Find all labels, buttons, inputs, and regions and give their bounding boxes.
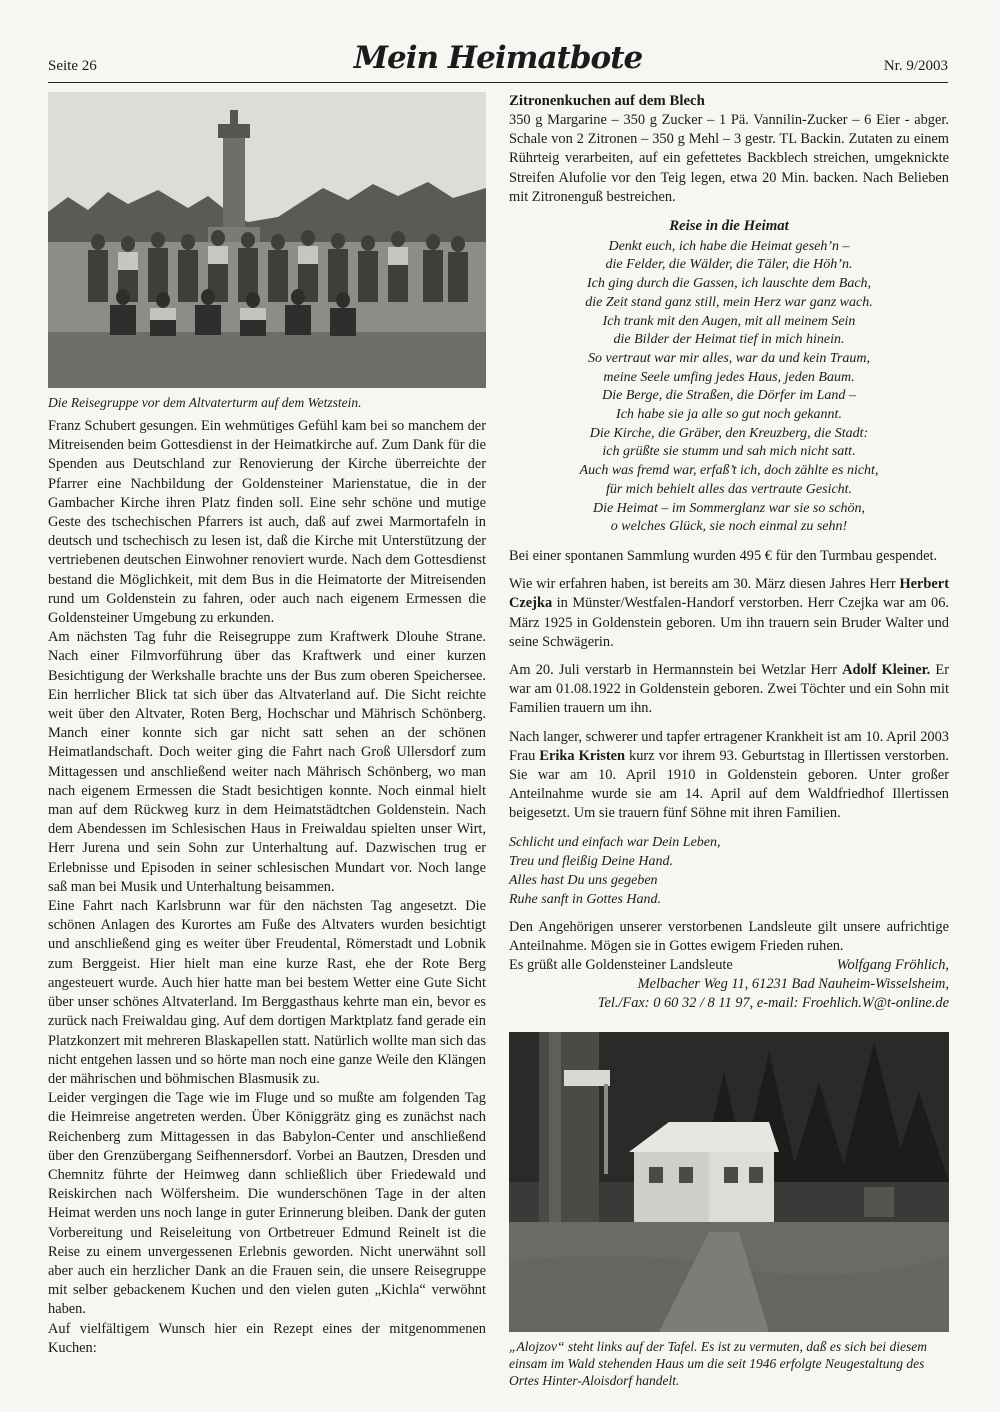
obituary-kristen [509,728,949,824]
obituary-name: Herbert Czejka [509,576,949,612]
poem-line: Ich trank mit den Augen, mit all meinem Sein [602,313,856,329]
obituary-text: Er war am 01.08.1922 in Goldenstein geboren. Zwei Töchter und ein Sohn mit Familien trauern um ihn. [509,661,949,717]
poem-line: Die Kirche, die Gräber, den Kreuzberg, die Stadt: [589,425,869,441]
group-photo-caption: Die Reisegruppe vor dem Altvaterturm auf dem Wetzstein. [48,395,362,410]
poem-line: Ich ging durch die Gassen, ich lauschte dem Bach, [586,276,872,292]
closing-text: Den Angehörigen unserer verstorbenen Landsleute gilt unsere aufrichtige Anteilnahme. Mögen sie in Gottes ewigem Frieden ruhen. [509,918,949,954]
signature-contact: Tel./Fax: 0 60 32 / 8 11 97, e-mail: Froehlich.W@t-online.de [597,995,949,1012]
obituary-czejka [509,575,949,652]
verse-line: Ruhe sanft in Gottes Hand. [509,891,662,907]
left-column [48,92,486,1358]
recipe-title: Zitronenkuchen auf dem Blech [509,93,705,109]
recipe-text: 350 g Margarine – 350 g Zucker – 1 Pä. Vannilin-Zucker – 6 Eier - abger. Schale von 2 Zitronen – 350 g Mehl – 3 gestr. TL Backin. Zutaten zu einem Rührteig verarbeiten, auf ein gefettetes Backblech streichen, umgeknickte Streifen Alufolie vor den Teig legen, etwa 20 Min. backen. Nach Belieben mit Zitronenguß bestreichen. [509,112,949,205]
paragraph: Auf vielfältigem Wunsch hier ein Rezept eines der mitgenommenen Kuchen: [48,1320,486,1356]
memorial-verse [509,833,949,909]
closing-greeting: Es grüßt alle Goldensteiner Landsleute [509,957,733,974]
issue-number: Nr. 9/2003 [883,58,948,74]
obituary-kleiner [509,661,949,719]
travel-report [48,417,486,1358]
verse-line: Treu und fleißig Deine Hand. [509,853,673,869]
poem-line: die Zeit stand ganz still, mein Herz war ganz wach. [585,294,873,310]
poem-line: Auch was fremd war, erfaß’t ich, doch zählte es nicht, [579,463,879,479]
poem [509,217,949,537]
verse-line: Schlicht und einfach war Dein Leben, [509,834,721,850]
obituary-text: kurz vor ihrem 93. Geburtstag in Illertissen verstorben. Sie war am 10. April 1910 in Goldenstein geboren. Unter großer Anteilnahme wurde sie am 14. April auf dem Waldfriedhof Illertissen beigesetzt. Um sie trauern fünf Söhne mit ihren Familien. [509,747,949,822]
house-photo [509,1032,949,1332]
collection-notice: Bei einer spontanen Sammlung wurden 495 € für den Turmbau gespendet. [509,547,938,564]
paragraph: Franz Schubert gesungen. Ein wehmütiges Gefühl kam bei so manchem der Mitreisenden beim Gottesdienst in der Heimatkirche auf. Zum Dank für die Spenden aus Deutschland zur Renovierung der Kirche überreichte der Pfarrer eine Nachbildung der Goldensteiner Marienstatue, die in der Gambacher Kirche ihren Platz finden soll. Eine sehr schöne und mutige Geste des tschechischen Pfarrers ist auch, daß auf zwei Marmortafeln in deutsch und tschechisch zu lesen ist, daß die Kirche mit Unterstützung der vertriebenen deutschen Einwohner renoviert wurde. Nach dem Gottesdienst bestand die Möglichkeit, mit dem Bus in die Heimatorte der Mitreisenden rund um Goldenstein zu fahren, oder auch nach eigenem Ermessen die Goldensteiner Umgebung zu erkunden. [48,418,486,627]
poem-line: die Bilder der Heimat tief in mich hinein. [613,332,845,348]
obituary-text: Wie wir erfahren haben, ist bereits am 30. März diesen Jahres Herr [509,576,900,593]
poem-line: ich grüßte sie stumm und sah mich nicht satt. [602,444,856,460]
verse-line: Alles hast Du uns gegeben [509,872,658,888]
signature-address: Melbacher Weg 11, 61231 Bad Nauheim-Wisselsheim, [637,976,949,993]
poem-line: Ich habe sie ja alle so gut noch gekannt. [616,407,842,423]
masthead-title: Mein Heimatbote [353,40,643,76]
page-number: Seite 26 [48,58,97,74]
obituary-text: Nach langer, schwerer und tapfer ertragener Krankheit ist am 10. April 2003 Frau [509,728,949,764]
signature-name: Wolfgang Fröhlich, [836,957,949,974]
right-column [509,92,949,1389]
poem-line: o welches Glück, sie noch einmal zu sehn! [610,519,848,535]
poem-title: Reise in die Heimat [669,218,789,235]
poem-line: So vertraut war mir alles, war da und kein Traum, [588,350,870,366]
poem-line: für mich behielt alles das vertraute Gesicht. [605,481,853,497]
poem-line: Die Heimat – im Sommerglanz war sie so schön, [592,500,866,516]
poem-line: Denkt euch, ich habe die Heimat geseh’n – [608,238,850,254]
group-photo [48,92,486,388]
obituary-text: in Münster/Westfalen-Handorf verstorben. Herr Czejka war am 06. März 1925 in Goldenstein geboren. Um ihn trauern sein Bruder Walter und seine Schwägerin. [509,595,949,650]
paragraph: Eine Fahrt nach Karlsbrunn war für den nächsten Tag angesetzt. Die schönen Anlagen des Kurortes am Fuße des Altvaters wurden besichtigt und anschließend ging es weiter über Freudental, Römerstadt und Lobnik zum Berggeist. Hier hielt man eine kurze Rast, ehe der Rote Berg angesteuert wurde. Auch hier hatte man bei bestem Wetter eine Gute Sicht über unser schönes Altvaterland. Im Berggasthaus kehrte man ein, bevor es zurück nach Freiwaldau ging. Auf dem dortigen Marktplatz fand gerade ein Platzkonzert mit mehreren Blaskapellen statt. Natürlich wollte man sich das nicht entgehen lassen und so hörte man noch eine ganze Weile den Klängen der mährischen und böhmischen Blasmusik zu. [48,898,486,1087]
poem-line: die Felder, die Wälder, die Täler, die Höh’n. [605,257,853,273]
house-photo-caption: „Alojzov“ steht links auf der Tafel. Es ist zu vermuten, daß es sich bei diesem einsam im Wald stehenden Haus um die seit 1946 erfolgte Neugestaltung des Ortes Hinter-Aloisdorf handelt. [509,1338,927,1388]
header-rule [48,82,948,83]
poem-line: meine Seele umfing jedes Haus, jeden Baum. [603,369,855,385]
poem-line: Die Berge, die Straßen, die Dörfer im Land – [602,388,856,404]
closing-greeting-row [509,956,949,975]
paragraph: Am nächsten Tag fuhr die Reisegruppe zum Kraftwerk Dlouhe Strane. Nach einer Filmvorführung über das Kraftwerk und einer kurzen Besichtigung der Werkshalle brachte uns der Bus zum oberen Speichersee. Ein herrlicher Blick tat sich über das Altvaterland auf. Die Sicht reichte weit über den Altvater, Roten Berg, Hochschar und Mährisch Schönberg. Manch einer konnte sich gar nicht satt sehen an der schönen Heimatlandschaft. Doch weiter ging die Fahrt nach Groß Ullersdorf zum Mittagessen und anschließend weiter nach Mährisch Schönberg, wo man nach eigenem Ermessen die Stadt besichtigen konnte. Noch einmal hielt man auf dem Rückweg kurz in dem Heimatstädtchen Goldenstein. Nach dem Abendessen im Schlesischen Haus in Freiwaldau spielten unser Wirt, Herr Jurena und sein Sohn zur Unterhaltung auf. Dazwischen trug er Erlebnisse und Episoden in seiner schlesischen Mundart vor. Noch lange saß man bei Musik und Unterhaltung beisammen. [48,629,486,895]
page-header [48,40,948,84]
paragraph: Leider vergingen die Tage wie im Fluge und so mußte am folgenden Tag die Heimreise angetreten werden. Über Königgrätz ging es zunächst nach Reichenberg zum Mittagessen in das Babylon-Center und anschließend über den Grenzübergang Seifhennersdorf. Vorbei an Bautzen, Dresden und Chemnitz führte der Heimweg dann schließlich über Friedewald und Reiskirchen nach Wölfersheim. Die wunderschönen Tage in der alten Heimat werden uns noch lange in guter Erinnerung bleiben. Dank der guten Vorbereitung und Reiseleitung von Ortbetreuer Edmund Reinelt ist die Reise zu einem unvergessenen Erlebnis geworden. Nicht unerwähnt soll aber auch ein herzlicher Dank an die Frauen sein, die unsere Reisegruppe mit selber gebackenem Kuchen und den vielen guten „Kichla“ verwöhnt haben. [48,1090,486,1318]
obituary-text: Am 20. Juli verstarb in Hermannstein bei Wetzlar Herr [509,661,843,678]
obituary-name: Erika Kristen [539,747,625,764]
obituary-name: Adolf Kleiner. [842,661,931,678]
